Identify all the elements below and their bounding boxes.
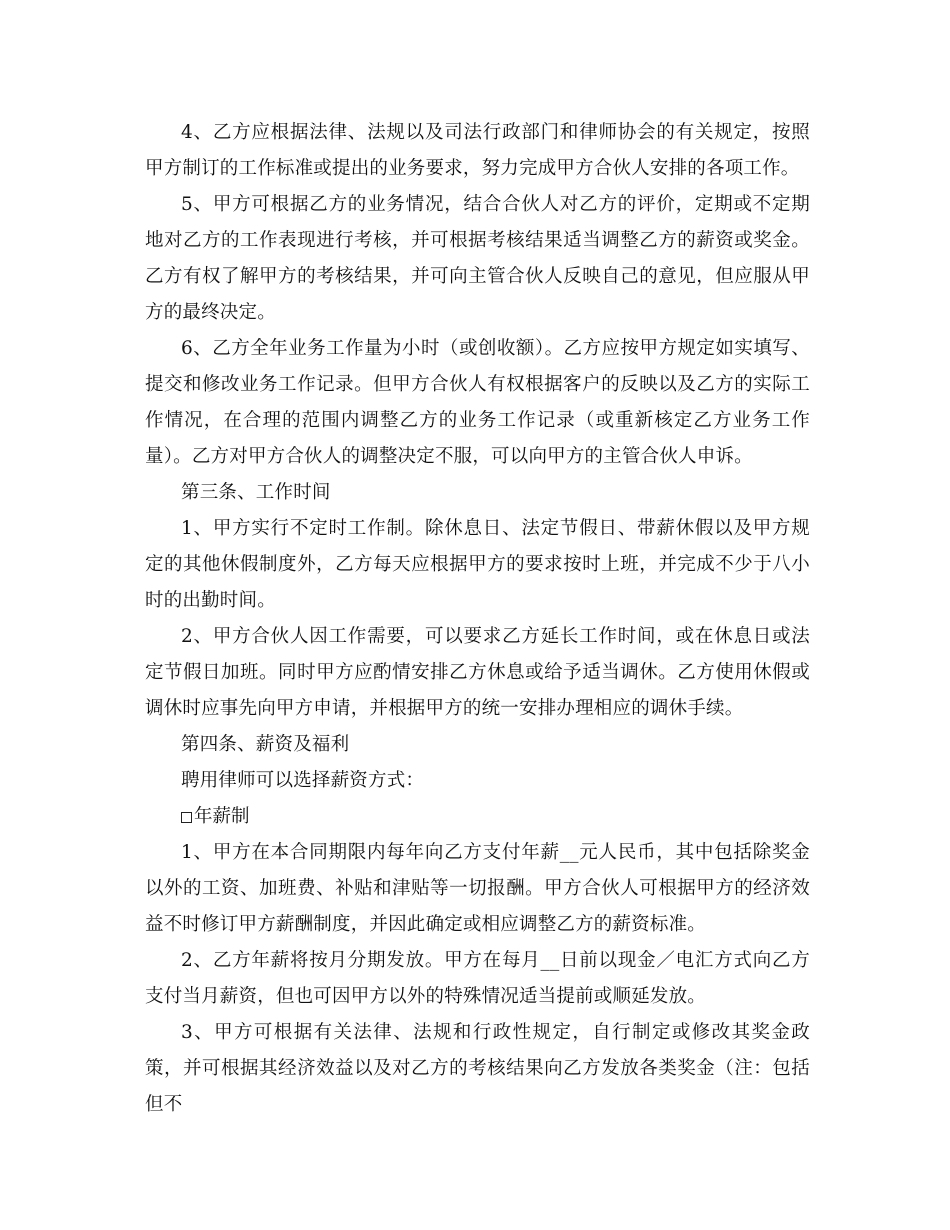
section-heading-salary-benefits: 第四条、薪资及福利: [181, 734, 350, 755]
annual-salary-option: [145, 799, 810, 835]
salary-method-intro: 聘用律师可以选择薪资方式：: [181, 770, 425, 791]
paragraph-clause-4: 4、乙方应根据法律、法规以及司法行政部门和律师协会的有关规定，按照甲方制订的工作标准或提出的业务要求，努力完成甲方合伙人安排的各项工作。: [145, 122, 810, 179]
section-heading-working-hours: 第三条、工作时间: [181, 482, 331, 503]
paragraph-salary-3: 3、甲方可根据有关法律、法规和行政性规定，自行制定或修改其奖金政策，并可根据其经济效益以及对乙方的考核结果向乙方发放各类奖金（注：包括但不: [145, 1022, 810, 1115]
checkbox-icon[interactable]: [181, 812, 192, 823]
paragraph-salary-1: 1、甲方在本合同期限内每年向乙方支付年薪__元人民币，其中包括除奖金以外的工资、加班费、补贴和津贴等一切报酬。甲方合伙人可根据甲方的经济效益不时修订甲方薪酬制度，并因此确定或相应调整乙方的薪资标准。: [145, 842, 810, 935]
paragraph-clause-5: 5、甲方可根据乙方的业务情况，结合合伙人对乙方的评价，定期或不定期地对乙方的工作表现进行考核，并可根据考核结果适当调整乙方的薪资或奖金。乙方有权了解甲方的考核结果，并可向主管合伙人反映自己的意见，但应服从甲方的最终决定。: [145, 194, 810, 323]
paragraph-hours-1: 1、甲方实行不定时工作制。除休息日、法定节假日、带薪休假以及甲方规定的其他休假制度外，乙方每天应根据甲方的要求按时上班，并完成不少于八小时的出勤时间。: [145, 518, 810, 611]
annual-salary-option-label: 年薪制: [194, 806, 250, 827]
document-body: [145, 115, 810, 1123]
paragraph-salary-2: 2、乙方年薪将按月分期发放。甲方在每月__日前以现金／电汇方式向乙方支付当月薪资，但也可因甲方以外的特殊情况适当提前或顺延发放。: [145, 950, 810, 1007]
paragraph-clause-6: 6、乙方全年业务工作量为小时（或创收额）。乙方应按甲方规定如实填写、提交和修改业务工作记录。但甲方合伙人有权根据客户的反映以及乙方的实际工作情况，在合理的范围内调整乙方的业务工作记录（或重新核定乙方业务工作量）。乙方对甲方合伙人的调整决定不服，可以向甲方的主管合伙人申诉。: [145, 338, 810, 467]
paragraph-hours-2: 2、甲方合伙人因工作需要，可以要求乙方延长工作时间，或在休息日或法定节假日加班。同时甲方应酌情安排乙方休息或给予适当调休。乙方使用休假或调休时应事先向甲方申请，并根据甲方的统一安排办理相应的调休手续。: [145, 626, 810, 719]
